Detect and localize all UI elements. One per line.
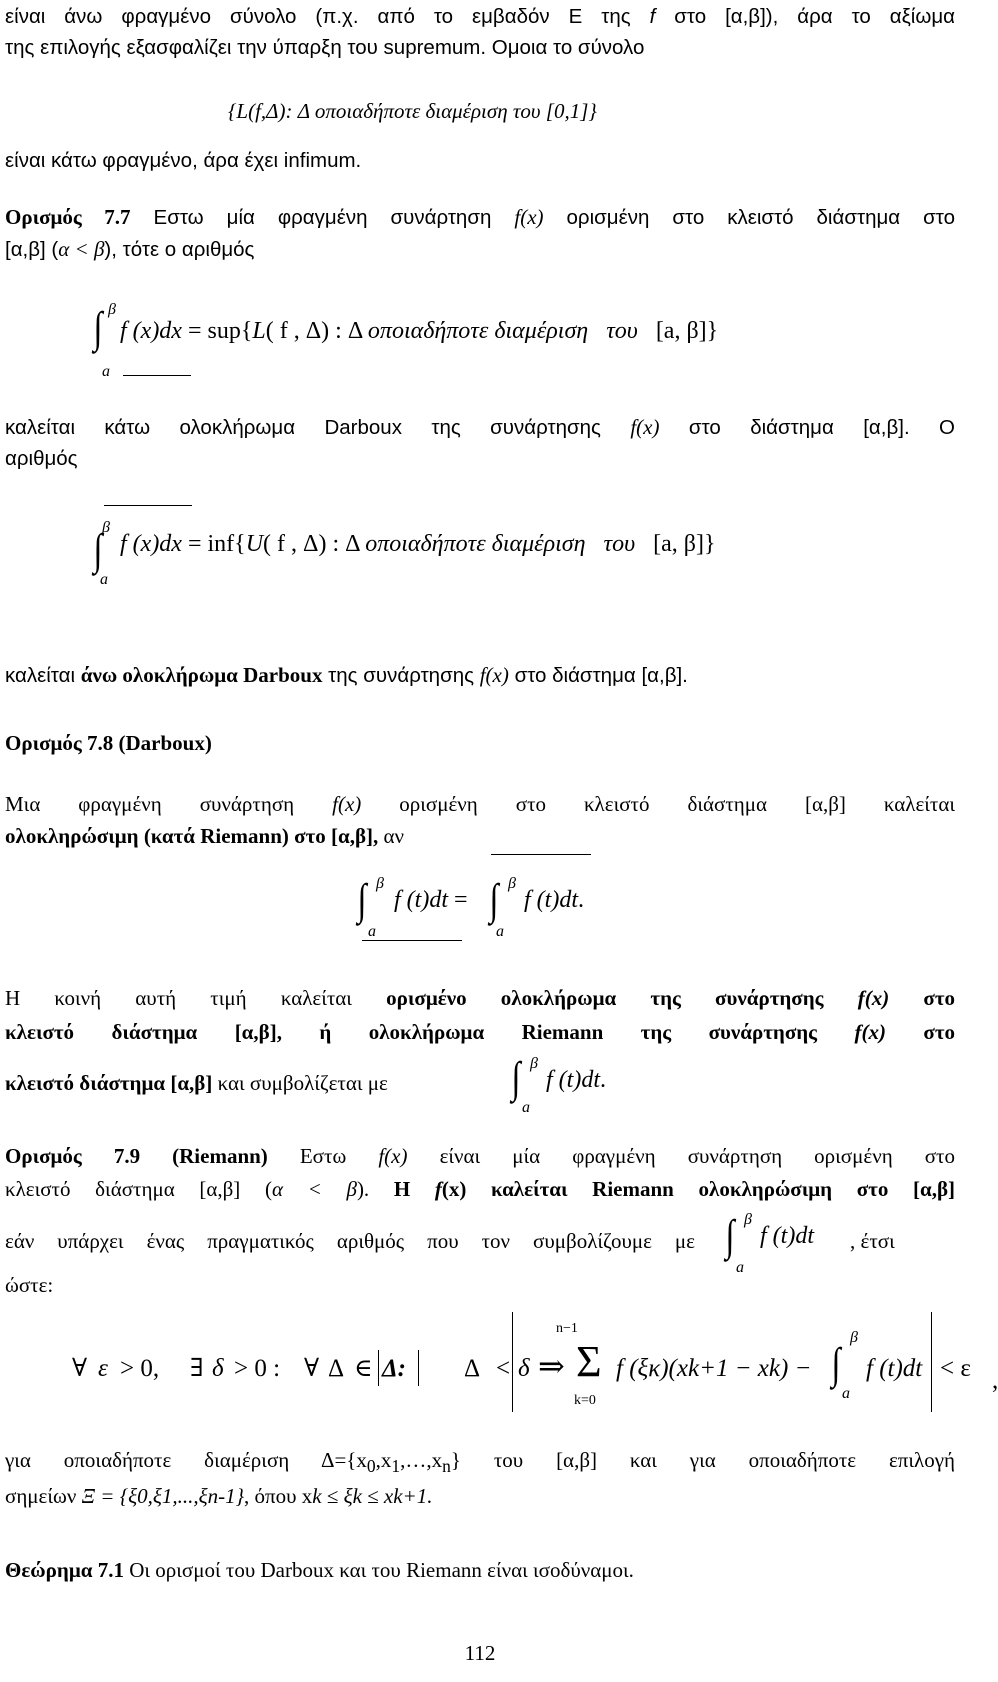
norm-bar-right: [418, 1350, 419, 1386]
period: .: [578, 887, 584, 913]
interval: [a, β]}: [653, 531, 716, 557]
def78-symbol-line: [5, 1068, 955, 1100]
def79-text4: ).: [356, 1176, 370, 1201]
partition-text: οποιαδήποτε διαμέριση: [365, 531, 586, 557]
tou-text: του: [606, 318, 638, 344]
upper-integral-term: άνω ολοκλήρωμα Darboux: [80, 663, 323, 687]
def79-text1: Εστω: [299, 1144, 347, 1168]
def78-p1-end: στο: [923, 986, 955, 1010]
upper-limit: β: [744, 1211, 752, 1228]
integrand: f (x)dx: [120, 318, 182, 344]
lower-limit: a: [102, 363, 110, 380]
integral-sign: ∫: [93, 303, 103, 352]
upper-sum-symbol: U: [245, 531, 264, 557]
integral-sign: ∫: [725, 1211, 735, 1260]
def77-cond: α < β: [58, 236, 105, 261]
def78-p3: και συμβολίζεται με: [217, 1071, 388, 1095]
summation-sign: Σ: [576, 1337, 602, 1386]
lhs-integrand: f (t)dt: [394, 887, 448, 913]
int-upper-limit: β: [850, 1329, 858, 1346]
delta-symbol: Δ: [347, 318, 362, 344]
less-than-epsilon: < ε: [940, 1355, 971, 1382]
def78-text1: Μια φραγμένη συνάρτηση: [5, 792, 295, 816]
def78-paragraph: [5, 789, 955, 852]
lower-limit: a: [522, 1099, 530, 1116]
def79-line3-text: εάν υπάρχει ένας πραγματικός αριθμός που τον συμβολίζουμε με: [5, 1229, 695, 1253]
def77-paragraph: [5, 202, 955, 266]
gt-zero-2: > 0 :: [234, 1355, 281, 1382]
def79-text2: είναι μία φραγμένη συνάρτηση ορισμένη στο: [439, 1144, 955, 1168]
forall-symbol-2: ∀: [304, 1355, 320, 1382]
def78-text3: αν: [383, 823, 405, 848]
integrand: f (x)dx: [120, 531, 182, 557]
integral-sign: ∫: [511, 1053, 521, 1102]
def77-after4-fx: f(x): [479, 663, 509, 687]
int-lower-limit: a: [842, 1385, 850, 1402]
def78-p1: Η κοινή αυτή τιμή καλείται: [5, 986, 352, 1010]
upper-integral-bar: [491, 854, 591, 855]
def79-after2-end: , όπου x: [243, 1484, 313, 1509]
def77-text4: ), τότε ο αριθμός: [104, 237, 255, 261]
def78-p2-fx: f(x): [854, 1019, 886, 1044]
def79-cond: α < β: [271, 1176, 357, 1201]
lower-limit: a: [368, 923, 376, 940]
ordering-relation: k ≤ ξk ≤ xk+1.: [312, 1484, 433, 1509]
integrand: f (t)dt: [760, 1223, 814, 1249]
def78-title: Ορισμός 7.8 (Darboux): [5, 731, 212, 755]
forall-symbol: ∀: [72, 1355, 88, 1382]
def78-integrable-term: ολοκληρώσιμη (κατά Riemann) στο [α,β],: [5, 823, 379, 848]
def77-fx: f(x): [514, 205, 544, 229]
def77-text3: [α,β] (: [5, 237, 59, 261]
interval: [a, β]}: [655, 318, 719, 344]
epsilon: ε: [98, 1355, 108, 1382]
sum-args: ( f , Δ) :: [265, 318, 342, 344]
integrand: f (t)dt: [546, 1067, 600, 1093]
abs-bar-right: [931, 1312, 932, 1412]
upper-limit: β: [102, 519, 110, 536]
intro-f: f: [649, 5, 656, 28]
def77-after4-end: στο διάστημα [α,β].: [514, 664, 688, 687]
def79-after1-tail: } του [α,β] και για οποιαδήποτε επιλογή: [450, 1448, 955, 1472]
exists-symbol: ∃: [190, 1355, 204, 1382]
period: .: [600, 1067, 606, 1093]
def77-after4-text: καλείται: [5, 664, 76, 687]
sum-upper-limit: n−1: [556, 1321, 578, 1336]
def79-riemann-integrable: (x) καλείται Riemann ολοκληρώσιμη στο [α,β]: [441, 1176, 956, 1201]
partition-delta: Δ: [328, 1355, 345, 1382]
def79-after2: σημείων: [5, 1484, 77, 1509]
delta-2: δ: [518, 1355, 530, 1382]
def77-after2: στο διάστημα [α,β]. Ο: [688, 416, 956, 439]
def77-after4: [5, 660, 955, 692]
upper-integral-bar: [104, 505, 192, 506]
definite-integral-term: ορισμένο ολοκλήρωμα της συνάρτησης: [386, 986, 824, 1010]
def78-label: [5, 728, 955, 760]
def79-title: Ορισμός 7.9 (Riemann): [5, 1144, 268, 1168]
equals-sign: =: [187, 318, 202, 344]
page-number: 112: [464, 1641, 496, 1665]
riemann-sum-term: f (ξκ)(xk+1 − xk) −: [616, 1355, 812, 1382]
theorem71: [5, 1555, 955, 1587]
abs-bar-left: [512, 1312, 513, 1412]
def77-text2: ορισμένη στο κλειστό διάστημα στο: [566, 206, 955, 229]
theorem71-label: Θεώρημα 7.1: [5, 1558, 124, 1582]
norm-delta: Δ: [464, 1355, 481, 1382]
upper-limit: β: [376, 875, 384, 892]
implies-arrow: ⇒: [538, 1348, 565, 1384]
lower-sum-symbol: L: [252, 318, 266, 344]
sum-lower-limit: k=0: [574, 1393, 596, 1408]
def77-after-fx: f(x): [630, 415, 660, 439]
def79-line3-end: , έτσι: [850, 1229, 895, 1253]
intro-line3: είναι κάτω φραγμένο, άρα έχει infimum.: [5, 149, 362, 172]
equals-sign: =: [187, 531, 202, 557]
equals-sign: =: [454, 887, 468, 913]
integrand: f (t)dt: [866, 1355, 923, 1382]
intro-set: {L(f,Δ): Δ οποιαδήποτε διαμέριση του [0,1]}: [228, 99, 597, 123]
lower-integral-bar: [123, 375, 191, 376]
in-symbol: ∈: [354, 1355, 373, 1382]
intro-line1: είναι άνω φραγμένο σύνολο (π.χ. από το εμβαδόν Ε της: [5, 5, 631, 28]
inf-function: inf{: [207, 531, 246, 557]
def77-after4-rest: της συνάρτησης: [328, 664, 474, 687]
tou-text: του: [603, 531, 636, 557]
integral-sign: ∫: [357, 875, 367, 924]
def78-p3-bold: κλειστό διάστημα [α,β]: [5, 1071, 213, 1095]
def77-after3: αριθμός: [5, 446, 78, 470]
def77-label: Ορισμός 7.7: [5, 205, 131, 229]
lower-limit-2: a: [496, 923, 504, 940]
def79-after1: για οποιαδήποτε διαμέριση Δ={x: [5, 1448, 367, 1472]
def77-after1: καλείται κάτω ολοκλήρωμα Darboux της συνάρτησης: [5, 416, 601, 439]
integral-sign: ∫: [831, 1339, 841, 1388]
norm-bar-left: [378, 1350, 379, 1386]
def79-text3: κλειστό διάστημα [α,β] (: [5, 1176, 272, 1201]
gt-zero: > 0,: [120, 1355, 160, 1382]
rhs-integrand: f (t)dt: [524, 887, 578, 913]
sup-function: sup{: [207, 318, 253, 344]
upper-limit: β: [108, 301, 116, 318]
upper-limit-2: β: [508, 875, 516, 892]
def79-bold-f: f: [434, 1176, 442, 1201]
upper-limit: β: [530, 1055, 538, 1072]
delta-symbol: Δ: [345, 531, 360, 557]
def78-value-paragraph: [5, 982, 955, 1049]
def78-fx: f(x): [332, 792, 362, 816]
def79-line3: [5, 1226, 695, 1258]
less-than: <: [496, 1355, 511, 1382]
def78-p1-fx: f(x): [857, 986, 890, 1010]
delta: δ: [212, 1355, 224, 1382]
riemann-integral-term: κλειστό διάστημα [α,β], ή ολοκλήρωμα Riemann της συνάρτησης: [5, 1019, 818, 1044]
partition-set: Δ:: [382, 1355, 406, 1382]
integral-sign: ∫: [93, 525, 103, 574]
def79-fx: f(x): [378, 1144, 408, 1168]
integral-sign-2: ∫: [489, 875, 499, 924]
def78-text2: ορισμένη στο κλειστό διάστημα [α,β] καλείται: [399, 792, 956, 816]
intro-paragraph: [5, 2, 955, 64]
lower-limit: a: [100, 571, 108, 588]
sum-args: ( f , Δ) :: [263, 531, 340, 557]
lower-integral-bar: [362, 940, 462, 941]
def79-paragraph: [5, 1140, 955, 1205]
comma: ,: [992, 1367, 998, 1394]
lower-limit: a: [736, 1259, 744, 1276]
partition-text: οποιαδήποτε διαμέριση: [367, 318, 589, 344]
def77-text1: Εστω μία φραγμένη συνάρτηση: [153, 206, 492, 229]
def79-after-paragraph: για οποιαδήποτε διαμέριση $\Delta=\{x_0,x_1,\dots,x_n\}$ του [α,β] και για οποιαδήποτε επιλογή σημείων Ξ = {ξ0,ξ1,...,ξn-1}, όπου xk ≤ ξk ≤ xk+1.: [5, 1448, 955, 1509]
theorem71-text: Οι ορισμοί του Darboux και του Riemann είναι ισοδύναμοι.: [129, 1558, 634, 1582]
intro-line1-rest: στο [α,β]), άρα το αξίωμα: [674, 5, 956, 28]
intro-line2: της επιλογής εξασφαλίζει την ύπαρξη του supremum. Ομοια το σύνολο: [5, 35, 645, 59]
def78-p2-end: στο: [923, 1019, 956, 1044]
def77-after-paragraph: [5, 412, 955, 475]
selection-set: Ξ = {ξ0,ξ1,...,ξn-1}: [81, 1484, 244, 1509]
def79-bold-h: Η: [393, 1176, 411, 1201]
def79-line4: ώστε:: [5, 1273, 54, 1297]
